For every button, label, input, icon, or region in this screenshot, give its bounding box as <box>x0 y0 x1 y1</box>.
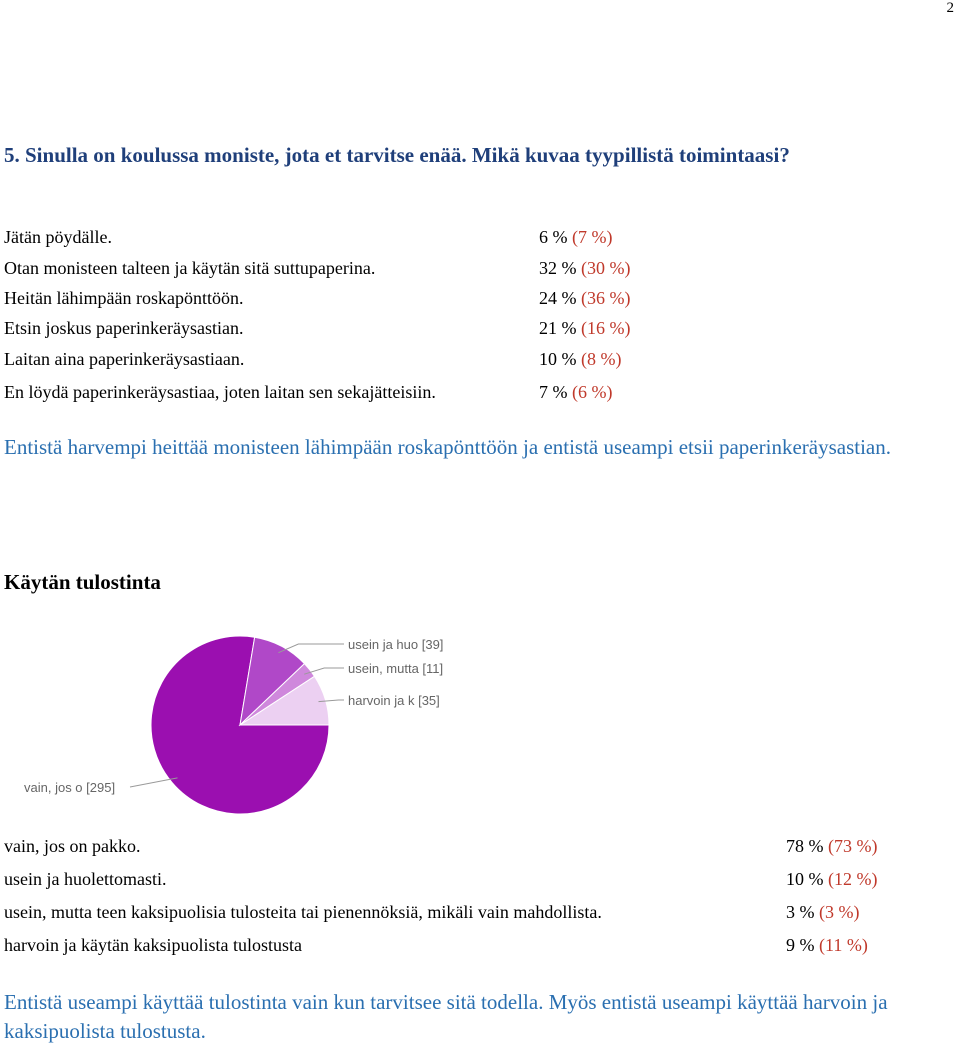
answer-value <box>539 313 630 343</box>
pie-slice-label: vain, jos o [295] <box>24 780 116 795</box>
answer-label: En löydä paperinkeräysastiaa, joten laitan sen sekajätteisiin. <box>4 382 436 402</box>
answer-value <box>539 377 612 407</box>
answer-row <box>0 253 960 283</box>
answer-pct: 9 % <box>786 935 815 955</box>
answer-label: harvoin ja käytän kaksipuolista tulostusta <box>4 935 302 955</box>
pie-slice-label: harvoin ja k [35] <box>348 693 440 708</box>
answer-row <box>0 222 960 252</box>
pie-slices <box>151 636 329 814</box>
answer-value <box>786 864 877 894</box>
answer-label: Etsin joskus paperinkeräysastian. <box>4 318 244 338</box>
answer-row <box>0 864 960 894</box>
answer-pct: 3 % <box>786 902 815 922</box>
pie-slice-label: usein ja huo [39] <box>348 637 444 652</box>
answer-prev: (12 %) <box>828 869 878 889</box>
page-number: 2 <box>946 0 954 16</box>
answer-label: usein, mutta teen kaksipuolisia tulosteita tai pienennöksiä, mikäli vain mahdollista. <box>4 902 602 922</box>
question-heading: 5. Sinulla on koulussa moniste, jota et tarvitse enää. Mikä kuvaa tyypillistä toimintaasi? <box>4 143 790 167</box>
answer-value <box>539 344 621 374</box>
answer-pct: 10 % <box>786 869 824 889</box>
answer-row <box>0 831 960 861</box>
comment-2: Entistä useampi käyttää tulostinta vain kun tarvitsee sitä todella. Myös entistä useampi käyttää harvoin ja kaksipuolista tulostusta. <box>4 990 888 1043</box>
pie-leader-line <box>130 778 178 787</box>
answer-value <box>786 930 868 960</box>
answer-prev: (3 %) <box>819 902 860 922</box>
section-title: Käytän tulostinta <box>4 570 161 594</box>
answer-value <box>539 222 612 252</box>
answer-value <box>786 831 877 861</box>
answer-prev: (7 %) <box>572 227 613 247</box>
pie-slice-label: usein, mutta [11] <box>348 661 444 676</box>
answer-prev: (11 %) <box>819 935 868 955</box>
answer-prev: (16 %) <box>581 318 631 338</box>
answer-label: vain, jos on pakko. <box>4 836 141 856</box>
answer-label: Jätän pöydälle. <box>4 227 112 247</box>
answer-row <box>0 377 960 407</box>
comment-1: Entistä harvempi heittää monisteen lähimpään roskapönttöön ja entistä useampi etsii paperinkeräysastian. <box>4 435 891 459</box>
answer-row <box>0 313 960 343</box>
answer-row <box>0 897 960 927</box>
answer-prev: (30 %) <box>581 258 631 278</box>
answer-pct: 78 % <box>786 836 824 856</box>
answer-pct: 21 % <box>539 318 577 338</box>
answer-label: Laitan aina paperinkeräysastiaan. <box>4 349 245 369</box>
answer-pct: 10 % <box>539 349 577 369</box>
answer-pct: 6 % <box>539 227 568 247</box>
answer-pct: 24 % <box>539 288 577 308</box>
answer-row <box>0 344 960 374</box>
answer-label: Otan monisteen talteen ja käytän sitä suttupaperina. <box>4 258 376 278</box>
printer-pie-chart <box>0 625 520 825</box>
answer-value <box>539 253 630 283</box>
answer-value <box>786 897 859 927</box>
answer-label: usein ja huolettomasti. <box>4 869 167 889</box>
answer-prev: (73 %) <box>828 836 878 856</box>
answer-label: Heitän lähimpään roskapönttöön. <box>4 288 244 308</box>
answer-prev: (36 %) <box>581 288 631 308</box>
answer-prev: (6 %) <box>572 382 613 402</box>
answer-row <box>0 930 960 960</box>
answer-pct: 7 % <box>539 382 568 402</box>
answer-pct: 32 % <box>539 258 577 278</box>
answer-prev: (8 %) <box>581 349 622 369</box>
answer-value <box>539 283 630 313</box>
answer-row <box>0 283 960 313</box>
